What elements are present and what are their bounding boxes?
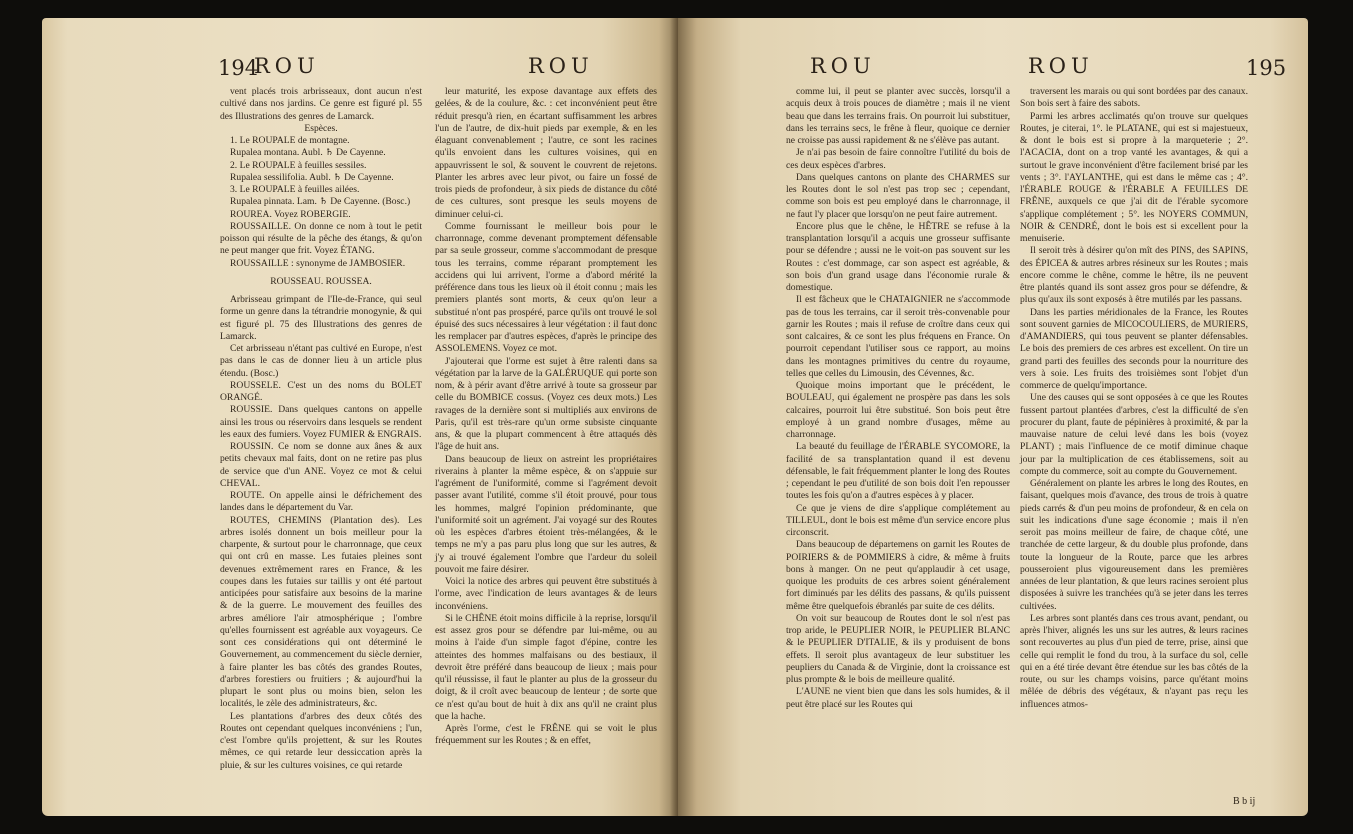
paragraph: L'AUNE ne vient bien que dans les sols humides, & il peut être placé sur les Routes qui bbox=[786, 686, 1010, 710]
left-page bbox=[42, 18, 678, 816]
paragraph: Dans beaucoup de lieux on astreint les propriétaires riverains à planter la même espèce, & on s'appuie sur l'agrément de l'uniformité, comme si l'agrément devoit passer avant l'utilité, comme s'il étoit prouvé, pour tous les hommes, malgré l'opinion prédominante, que l'uniformité soit un agrément. J'ai voyagé sur des Routes où les espèces d'arbres étoient très-mélangées, & le temps ne m'y a pas paru plus long que sur les autres, & j'y ai trouvé également l'ombre que l'ardeur du soleil pouvoit me faire désirer. bbox=[435, 453, 657, 575]
right-page bbox=[678, 18, 1308, 816]
paragraph: Il seroit très à désirer qu'on mît des PINS, des SAPINS, des ÉPICEA & autres arbres résineux sur les Routes ; mais encore comme le chêne, comme le hêtre, ils ne peuvent être plantés quand ils sont assez gros pour se défendre, & plus qu'aux ils sont exposés à être mutilés par les passans. bbox=[1020, 245, 1248, 306]
running-head-right: ROU bbox=[810, 54, 876, 78]
running-head-left-2: ROU bbox=[528, 54, 594, 78]
signature-mark: B b ij bbox=[1233, 796, 1256, 807]
paragraph: comme lui, il peut se planter avec succès, lorsqu'il a acquis deux à trois pouces de diamètre ; mais il ne vient beau que dans les terrains frais. On pourroit lui substituer, dans les terrains secs, le frêne à fleur, quoique ce dernier ne croisse pas aussi rapidement & ne s'élève pas autant. bbox=[786, 86, 1010, 146]
paragraph: Arbrisseau grimpant de l'Ile-de-France, qui seul forme un genre dans la tétrandrie monogynie, & qui est figuré pl. 75 des Illustrations des genres de Lamarck. bbox=[220, 294, 422, 342]
left-column-2 bbox=[435, 86, 657, 748]
paragraph: Si le CHÊNE étoit moins difficile à la reprise, lorsqu'il est assez gros pour se défendre par lui-même, ou au moins à l'aide d'un simple fagot d'épine, contre les atteintes des hommes malfaisans ou des bestiaux, il devroit être préféré dans beaucoup de lieux ; mais pour qu'il réussisse, il faut le planter au plus de la grosseur du doigt, & il croît avec beaucoup de lenteur ; de sorte que ce n'est qu'au bout de huit à dix ans qu'il ne craint plus que la hache. bbox=[435, 612, 657, 722]
paragraph: traversent les marais ou qui sont bordées par des canaux. Son bois sert à faire des sabots. bbox=[1020, 86, 1248, 110]
paragraph: Il est fâcheux que le CHATAIGNIER ne s'accommode pas de tous les terrains, car il seroit très-convenable pour garnir les Routes ; mais il refuse de croître dans ceux qui sont calcaires, & ce sont les plus fréquens en France. On pourroit cependant l'utiliser sous ce rapport, au moins dans les montagnes primitives du centre du royaume, telles que celles du Limousin, des Cévennes, &c. bbox=[786, 294, 1010, 379]
paragraph: ROUSSAILLE : synonyme de JAMBOSIER. bbox=[230, 257, 406, 269]
paragraph: La beauté du feuillage de l'ÉRABLE SYCOMORE, la facilité de sa transplantation quand il est devenu défensable, le fait fréquemment planter le long des Routes ; cependant le peu d'utilité de son bois doit l'en repousser toutes les fois qu'on a d'autres espèces à y placer. bbox=[786, 441, 1010, 502]
left-column-1 bbox=[220, 86, 422, 772]
paragraph: Parmi les arbres acclimatés qu'on trouve sur quelques Routes, je citerai, 1°. le PLATANE, qui est si majestueux, & dont le bois est si propre à la marqueterie ; 2°. l'ACACIA, dont on a trop vanté les avantages, & qui a surtout le grave inconvénient d'être facilement brisé par les vents ; 3°. l'AYLANTHE, qui est dans le même cas ; 4°. l'ÉRABLE ROUGE & l'ÉRABLE A FEUILLES DE FRÊNE, auxquels ce que j'ai dit de l'érable sycomore s'applique complétement ; 5°. les NOYERS COMMUN, NOIR & CENDRÉ, dont le bois est si excellent pour la menuiserie. bbox=[1020, 110, 1248, 244]
paragraph: Espèces. bbox=[304, 122, 338, 134]
paragraph: Je n'ai pas besoin de faire connoître l'utilité du bois de ces deux espèces d'arbres. bbox=[786, 147, 1010, 171]
paragraph: Les plantations d'arbres des deux côtés des Routes ont cependant quelques inconvéniens ; l'un, c'est l'ombre qu'ils projettent, & sur les Routes mêmes, ce qui retarde leur dessiccation après la pluie, & sur les cultures voisines, ce qui retarde bbox=[220, 710, 422, 771]
paragraph: ROUSSELE. C'est un des noms du BOLET ORANGÉ. bbox=[220, 379, 422, 403]
page-number-right: 195 bbox=[1246, 56, 1287, 80]
paragraph: ROUTES, CHEMINS (Plantation des). Les arbres isolés donnent un bois meilleur pour la charpente, & surtout pour le charronnage, que ceux qui ont crû en masse. Les futaies pleines sont devenues extrêmement rares en France, & les coupes dans les futaies sur taillis y ont été partout anticipées pour satisfaire aux besoins de la marine & de la guerre. Le mouvement des feuilles des arbres améliore l'air atmosphérique ; l'ombre qu'elles fournissent est agréable aux voyageurs. Ce sont ces considérations qui ont déterminé le Gouvernement, au commencement du siècle dernier, à faire planter les bas côtés des grandes Routes, d'arbres forestiers ou fruitiers ; & aujourd'hui la plupart le sont plus ou moins bien, selon les localités, le zèle des administrateurs, &c. bbox=[220, 514, 422, 710]
paragraph: ROUSSIN. Ce nom se donne aux ânes & aux petits chevaux mal faits, dont on ne retire pas plus de service que d'un ANE. Voyez ce mot & celui CHEVAL. bbox=[220, 441, 422, 489]
paragraph: ROUTE. On appelle ainsi le défrichement des landes dans le département du Var. bbox=[220, 490, 422, 514]
paragraph: ROUREA. Voyez ROBERGIE. bbox=[230, 208, 351, 220]
paragraph: 2. Le ROUPALE à feuilles sessiles. bbox=[230, 159, 367, 171]
running-head-left: ROU bbox=[254, 54, 320, 78]
paragraph: Encore plus que le chêne, le HÊTRE se refuse à la transplantation lorsqu'il a acquis une grosseur suffisante pour se défendre ; aussi ne le voit-on pas souvent sur les Routes : c'est dommage, car son aspect est agréable, & son bois d'un grand usage dans l'économie rurale & domestique. bbox=[786, 220, 1010, 293]
paragraph: Rupalea sessilifolia. Aubl. ♄ De Cayenne. bbox=[230, 171, 394, 183]
paragraph: ROUSSAILLE. On donne ce nom à tout le petit poisson qui résulte de la pêche des étangs, & qu'on ne peut manger que frit. Voyez ÉTANG. bbox=[220, 220, 422, 257]
paragraph: ROUSSIE. Dans quelques cantons on appelle ainsi les trous ou réservoirs dans lesquels se rendent les eaux des fumiers. Voyez FUMIER & ENGRAIS. bbox=[220, 404, 422, 440]
paragraph: Dans quelques cantons on plante des CHARMES sur les Routes dont le sol n'est pas trop sec ; cependant, comme son bois est peu employé dans le charronnage, il ne faut l'y placer que lorsqu'on ne peut faire autrement. bbox=[786, 171, 1010, 220]
paragraph: J'ajouterai que l'orme est sujet à être ralenti dans sa végétation par la larve de la GALÉRUQUE qui porte son nom, & à périr avant d'être arrivé à toute sa grosseur par celle du BOMBICE cossus. (Voyez ces deux mots.) Les ravages de la dernière sont si multipliés aux environs de Paris, qu'il est très-rare qu'un orme subsiste cinquante ans, & que la plupart commencent à être attaqués dès l'âge de huit ans. bbox=[435, 355, 657, 453]
paragraph: Quoique moins important que le précédent, le BOULEAU, qui également ne prospère pas dans les sols calcaires, pourroit lui être substitué. Son bois peut être employé à un grand nombre d'usages, même au charronnage. bbox=[786, 380, 1010, 440]
page-number-left: 194 bbox=[218, 56, 259, 80]
running-head-right-2: ROU bbox=[1028, 54, 1094, 78]
paragraph: Dans les parties méridionales de la France, les Routes sont souvent garnies de MICOCOULIERS, de MURIERS, d'AMANDIERS, qui tous peuvent se planter défensables. Le bois des premiers de ces arbres est excellent. On tire un grand parti des feuilles des seconds pour la nourriture des vers à soie. Les fruits des troisièmes sont l'objet d'un commerce de quelqu'importance. bbox=[1020, 306, 1248, 391]
right-column-2 bbox=[1020, 86, 1248, 711]
paragraph: Voici la notice des arbres qui peuvent être substitués à l'orme, avec l'indication de leurs avantages & de leurs inconvéniens. bbox=[435, 576, 657, 612]
paragraph: Généralement on plante les arbres le long des Routes, en faisant, quelques mois d'avance, des trous de trois à quatre pieds carrés & d'un peu moins de profondeur, & en cela on suit les indications d'une sage économie ; mais il n'en seroit pas moins meilleur de faire, de chaque côté, une tranchée de cette largeur, & du double plus profonde, dans toute la longueur de la Route, parce que les arbres pousseroient plus vigoureusement dans les premières années de leur plantation, & que leurs racines seroient plus disposées à suivre les tranchées qu'à se jeter dans les terres cultivées. bbox=[1020, 478, 1248, 612]
paragraph: 3. Le ROUPALE à feuilles ailées. bbox=[230, 184, 360, 195]
paragraph: Les arbres sont plantés dans ces trous avant, pendant, ou après l'hiver, alignés les uns sur les autres, & leurs racines sont recouvertes au plus d'un pied de terre, prise, ainsi que celle qui remplit le fond du trou, à la surface du sol, celle qui en a été tirée devant être étendue sur les bas côtés de la route, ou sur les champs voisins, parce qu'étant moins mêlée de débris des végétaux, & n'ayant pas reçu les influences atmos- bbox=[1020, 612, 1248, 710]
paragraph: 1. Le ROUPALE de montagne. bbox=[230, 135, 350, 146]
paragraph: Rupalea pinnata. Lam. ♄ De Cayenne. (Bosc.) bbox=[230, 196, 411, 208]
paragraph: leur maturité, les expose davantage aux effets des gelées, & de la coulure, &c. : cet inconvénient peut être réduit presqu'à rien, en écartant suffisamment les arbres l'un de l'autre, de dix-huit pieds par exemple, & en les élaguant convenablement ; l'autre, ce sont les racines qu'ils envoient dans les cultures voisines, qui en appauvrissent le sol, & souvent le couvrent de rejetons. Planter les arbres avec leur pivot, ou faire un fossé de trois pieds de profondeur, à six pieds de distance du côté de ces cultures, sont presque les seuls moyens de diminuer celui-ci. bbox=[435, 86, 657, 220]
right-column-1 bbox=[786, 86, 1010, 711]
paragraph: Rupalea montana. Aubl. ♄ De Cayenne. bbox=[230, 147, 386, 159]
paragraph: ROUSSEAU. ROUSSEA. bbox=[270, 275, 372, 287]
paragraph: Ce que je viens de dire s'applique complétement au TILLEUL, dont le bois est même d'un service encore plus circonscrit. bbox=[786, 502, 1010, 538]
paragraph: Comme fournissant le meilleur bois pour le charronnage, comme devenant promptement défensable par sa seule grosseur, comme s'accommodant de presque tous les terrains, comme réparant promptement les accidens qui lui arrivent, l'orme a d'abord mérité la préférence dans tous les lieux où il étoit connu ; mais les premiers plantés sont morts, & ceux qu'on leur a substitué n'ont pas prospéré, parce qu'ils ont trouvé le sol épuisé des sucs nécessaires à leur végétation : il faut donc les remplacer par d'autres espèces, d'après le principe des ASSOLEMENS. Voyez ce mot. bbox=[435, 220, 657, 355]
paragraph: vent placés trois arbrisseaux, dont aucun n'est cultivé dans nos jardins. Ce genre est figuré pl. 55 des Illustrations des genres de Lamarck. bbox=[220, 86, 422, 122]
paragraph: Dans beaucoup de départemens on garnit les Routes de POIRIERS & de POMMIERS à cidre, & même à fruits bons à manger. On ne peut qu'applaudir à cet usage, quoique les produits de ces arbres soient généralement fort diminués par les délits des passans, & qu'ils puissent même être quelquefois ébranlés par suite de ces délits. bbox=[786, 539, 1010, 612]
paragraph: Une des causes qui se sont opposées à ce que les Routes fussent partout plantées d'arbres, c'est la difficulté de s'en procurer du plant, faute de pépinières à proximité, & par la mauvaise nature de celui levé dans les bois (voyez PLANT) ; mais l'influence de ce motif diminue chaque jour par la multiplication de ces établissemens, soit au compte du commerce, soit au compte du Gouvernement. bbox=[1020, 392, 1248, 477]
paragraph: Après l'orme, c'est le FRÊNE qui se voit le plus fréquemment sur les Routes ; & en effet, bbox=[435, 723, 657, 747]
paragraph: Cet arbrisseau n'étant pas cultivé en Europe, n'est pas dans le cas de donner lieu à un article plus étendu. (Bosc.) bbox=[220, 343, 422, 379]
paragraph: On voit sur beaucoup de Routes dont le sol n'est pas trop aride, le PEUPLIER NOIR, le PEUPLIER BLANC & le PEUPLIER D'ITALIE, & ils y produisent de bons effets. Il seroit plus avantageux de leur substituer les peupliers du Canada & de Virginie, dont la croissance est plus prompte & le bois de meilleure qualité. bbox=[786, 612, 1010, 685]
